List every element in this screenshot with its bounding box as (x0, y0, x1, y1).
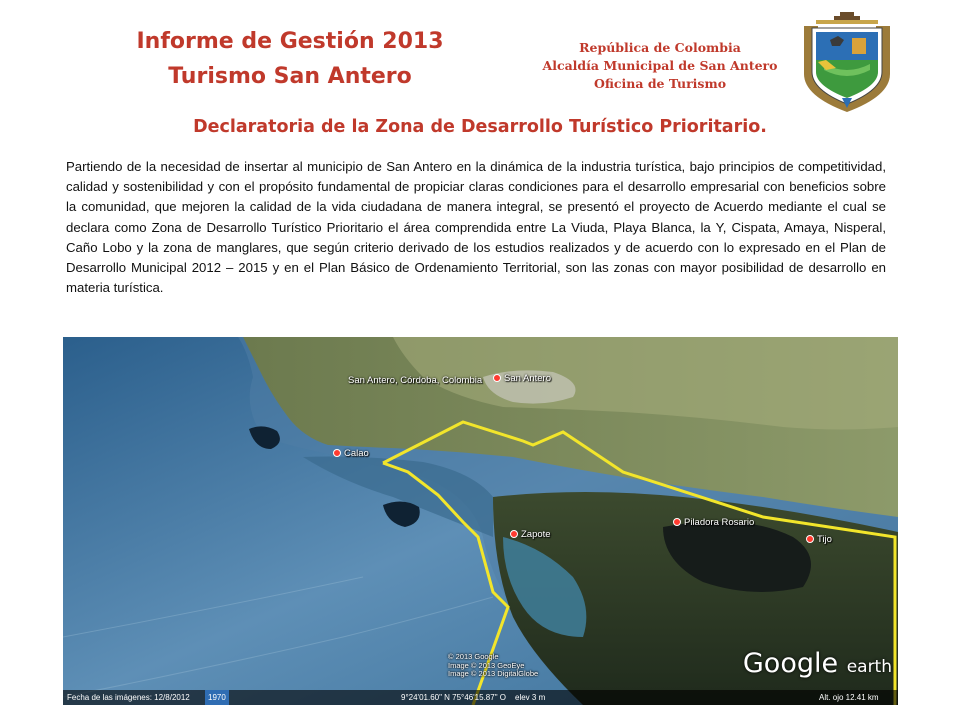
google-earth-logo: Google earth (742, 648, 892, 679)
location-pin-icon (333, 449, 341, 457)
eye-altitude: Alt. ojo 12.41 km (819, 693, 879, 702)
cursor-coordinates: 9°24'01.60" N 75°46'15.87" O (401, 693, 506, 702)
satellite-map (63, 337, 898, 705)
label-calao: Calao (333, 448, 369, 459)
municipal-coat-of-arms-icon (796, 10, 898, 114)
map-status-bar (63, 690, 898, 705)
label-san-antero: San Antero (493, 373, 551, 384)
location-pin-icon (493, 374, 501, 382)
section-heading: Declaratoria de la Zona de Desarrollo Turístico Prioritario. (193, 117, 767, 137)
report-title (120, 24, 460, 94)
location-pin-icon (510, 530, 518, 538)
imagery-date: Fecha de las imágenes: 12/8/2012 (67, 693, 190, 702)
organization-block (510, 39, 810, 93)
elevation-readout: elev 3 m (515, 693, 546, 702)
org-country: República de Colombia (579, 40, 741, 55)
body-paragraph: Partiendo de la necesidad de insertar al municipio de San Antero en la dinámica de la industria turística, bajo principios de competitividad, calidad y sostenibilidad y con el propósito fundamental de propiciar claras condiciones para el desarrollo empresarial con beneficios sobre la comunidad, que mejoren la calidad de la vida ciudadana de manera integral, se presentó el proyecto de Acuerdo mediante el cual se declara como Zona de Desarrollo Turístico Prioritario el área comprendida entre La Viuda, Playa Blanca, la Y, Cispata, Amaya, Nisperal, Caño Lobo y la zona de manglares, que según criterio derivado de los estudios realizados y de acuerdo con lo expresado en el Plan de Desarrollo Municipal 2012 – 2015 y en el Plan Básico de Ordenamiento Territorial, son las zonas con mayor posibilidad de desarrollo en materia turística. (66, 159, 886, 296)
label-san-antero-cordoba: San Antero, Córdoba, Colombia (348, 375, 483, 386)
historical-imagery-year: 1970 (205, 690, 229, 705)
label-zapote: Zapote (510, 529, 551, 540)
org-municipality: Alcaldía Municipal de San Antero (542, 58, 778, 73)
label-piladora-rosario: Piladora Rosario (673, 517, 754, 528)
org-office: Oficina de Turismo (593, 76, 727, 91)
label-tijo: Tijo (806, 534, 832, 545)
location-pin-icon (673, 518, 681, 526)
report-title-line2: Turismo San Antero (168, 64, 412, 89)
map-copyright: © 2013 Google Image © 2013 GeoEye Image © 2013 DigitalGlobe (448, 652, 539, 678)
report-title-line1: Informe de Gestión 2013 (136, 29, 444, 54)
location-pin-icon (806, 535, 814, 543)
